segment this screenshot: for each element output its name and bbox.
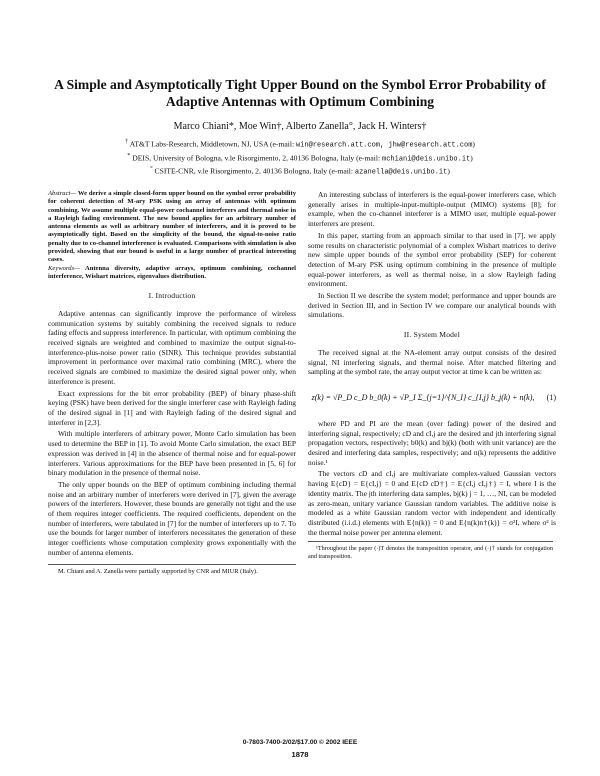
affiliation-mark: † (125, 138, 129, 145)
paragraph: The vectors cD and cI,j are multivariate complex-valued Gaussian vectors having E{cD} = E{cI,j} = 0 and E{cD cD†} = E{cI,j cI,j†} = I, where I is the identity matrix. The jth interfering data samples, bj(k) j = 1, …, NI, can be modeled as zero-mean, unitary variance Gaussian random variables. The additive noise is modeled as a white Gaussian random vector with independent and identically distributed (i.i.d.) elements with E{n(k)} = 0 and E{n(k)n†(k)} = σ²I, where σ² is the thermal noise power per antenna element. (308, 469, 556, 537)
paragraph: Adaptive antennas can significantly improve the performance of wireless communication systems by suitably combining the received signals to reduce fading effects and suppress interference. In particular, with optimum combining the received signals are weighted and combined to maximize the output signal-to-interference-plus-noise power ratio (SINR). This technique provides substantial improvement in performance over maximal ratio combining (MRC), where the received signals are combined to maximize the desired signal power only, when interference is present. (48, 308, 296, 386)
footnote: ¹Throughout the paper (·)T denotes the transposition operator, and (·)† stands for conjugation and transposition. (308, 541, 553, 561)
paragraph: In Section II we describe the system model; performance and upper bounds are derived in Section III, and in Section IV we compare our analytical bounds with simulations. (308, 291, 556, 320)
right-column (308, 190, 556, 561)
acknowledgement-footnote: M. Chiani and A. Zanella were partially supported by CNR and MIUR (Italy). (48, 564, 296, 576)
affiliations (0, 137, 600, 178)
affiliation-text: DEIS, University of Bologna, v.le Risorgimento, 2, 40136 Bologna, Italy (e-mail: (132, 153, 383, 163)
affiliation-deis (0, 151, 600, 165)
left-column (48, 190, 296, 576)
copyright-line: 0-7803-7400-2/02/$17.00 © 2002 IEEE (242, 739, 358, 746)
affiliation-mark: * (127, 151, 131, 159)
abstract-text: We derive a simple closed-form upper bound on the symbol error probability for coherent detection of M-ary PSK using an array of antennas with optimum combining. We assume multiple equal-power cochannel interferers and thermal noise in a Rayleigh fading environment. The new bound applies for an arbitrary number of antenna elements as well as arbitrary number of interferers, and it is proved to be asymptotically tight. Based on the simplicity of the bound, the signal-to-noise ratio penalty due to co-channel interference is evaluated. Comparisons with simulation is also provided, showing that our bound is useful in a large number of practical interesting cases. (48, 190, 296, 264)
affiliation-csite (0, 164, 600, 178)
keywords-text: Antenna diversity, adaptive arrays, optimum combining, cochannel interference, Wishart matrices, eigenvalues distribution. (48, 264, 296, 280)
affiliation-text: AT&T Labs-Research, Middletown, NJ, USA (e-mail: (129, 139, 296, 149)
affiliation-email: azanella@deis.unibo.it (354, 168, 448, 177)
paragraph: The only upper bounds on the BEP of optimum combining including thermal noise and an arbitrary number of interferers were derived in [7], given the average powers of the interferers. However, these bounds are generally not tight and the use of them requires integer coefficients. The required coefficients, dependent on the number of interferers, were tabulated in [7] for the number of interferers up to 7. To use the bounds for larger number of interferers necessitates the generation of these integer coefficients whose computation complexity grows exponentially with the number of antenna elements. (48, 479, 296, 557)
keywords-label: Keywords— (48, 264, 80, 272)
author-list: Marco Chiani*, Moe Win†, Alberto Zanella°, Jack H. Winters† (173, 121, 427, 132)
affiliation-email: win@research.att.com, jhw@research.att.com (295, 141, 473, 150)
affiliation-email: mchiani@deis.unibo.it (382, 155, 471, 164)
section-heading-system-model: II. System Model (403, 330, 461, 340)
page-number: 1878 (291, 750, 309, 759)
paragraph: An interesting subclass of interferers is the equal-power interferers case, which generally arises in multiple-input-multiple-output (MIMO) systems [8]; for example, when the co-channel interferer is a MIMO user, multiple equal-power interferers are present. (308, 190, 556, 229)
paragraph: Exact expressions for the bit error probability (BEP) of binary phase-shift keying (PSK) have been derived for the single interferer case with Rayleigh fading of the desired signal in [1] and with Rayleigh fading of the desired signal and interferer in [2,3]. (48, 388, 296, 427)
abstract (48, 190, 296, 265)
paragraph: The received signal at the NA-element array output consists of the desired signal, NI interfering signals, and thermal noise. After matched filtering and sampling at the symbol rate, the array output vector at time k can be written as: (308, 347, 556, 377)
equation-1 (308, 385, 556, 411)
equation-body: z(k) = √P_D c_D b_0(k) + √P_I Σ_{j=1}^{N_I} c_{I,j} b_j(k) + n(k), (311, 393, 535, 403)
affiliation-end: ) (472, 139, 475, 149)
affiliation-text: CSITE-CNR, v.le Risorgimento, 2, 40136 Bologna, Italy (e-mail: (154, 166, 355, 176)
keywords (48, 265, 296, 282)
equation-number: (1) (546, 393, 556, 403)
abstract-label: Abstract— (48, 190, 77, 197)
paragraph: In this paper, starting from an approach similar to that used in [7], we apply some results on characteristic polynomial of a complex Wishart matrices to derive new simple upper bounds of the symbol error probability (SEP) for coherent detection of M-ary PSK using optimum combining in the presence of multiple equal-power interferers, as well as thermal noise, in a slow Rayleigh fading environment. (308, 230, 556, 289)
paragraph: With multiple interferers of arbitrary power, Monte Carlo simulation has been used to determine the BEP in [1]. To avoid Monte Carlo simulation, the exact BEP expression was derived in [4] in the absence of thermal noise and for equal-power interferers. Various approximations for the BEP have been presented in [5, 6] for binary modulation in the presence of thermal noise. (48, 429, 296, 478)
affiliation-att (0, 137, 600, 151)
paragraph: where PD and PI are the mean (over fading) power of the desired and interfering signal, respectively; cD and cI,j are the desired and jth interfering signal propagation vectors, respectively; b0(k) and bj(k) (both with unit variance) are the desired and interfering data samples, respectively; and n(k) represents the additive noise.¹ (308, 418, 556, 467)
section-heading-introduction: I. Introduction (148, 291, 196, 301)
affiliation-end: ) (470, 153, 473, 163)
paper-title: A Simple and Asymptotically Tight Upper Bound on the Symbol Error Probability of Adaptive Antennas with Optimum Combining (54, 77, 546, 109)
affiliation-end: ) (447, 166, 450, 176)
affiliation-mark: ° (150, 165, 153, 173)
